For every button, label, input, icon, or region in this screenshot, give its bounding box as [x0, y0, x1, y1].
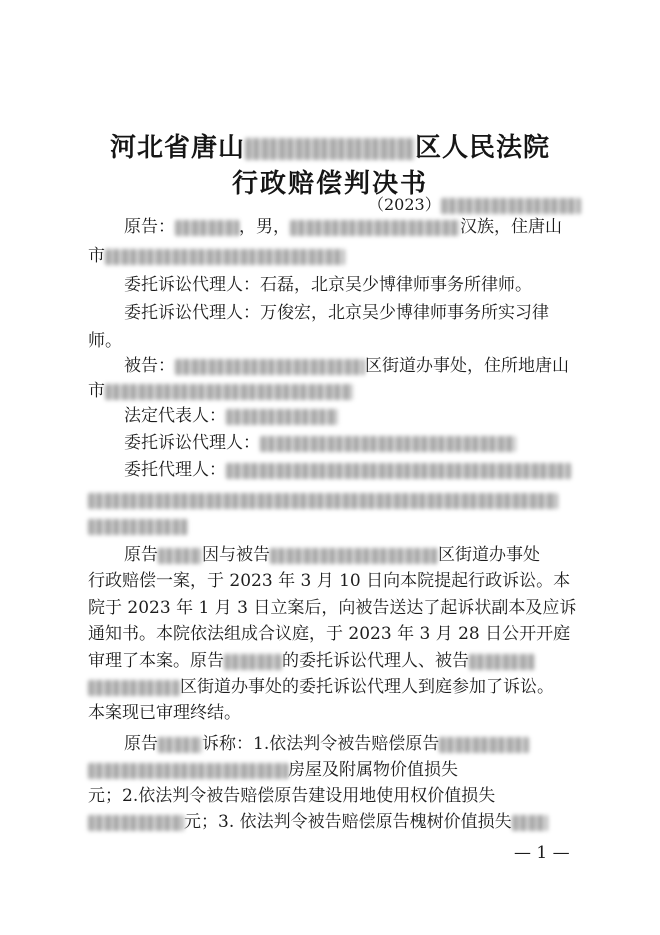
p8-b: 因与被告: [202, 545, 270, 565]
court-title-suffix: 区人民法院: [415, 133, 551, 163]
defendant-address-city: 市: [88, 381, 105, 401]
p9-a: 原告: [124, 734, 158, 754]
redacted-plaintiff-address: [105, 249, 345, 265]
p9-b: 诉称：1.依法判令被告赔偿原告: [202, 734, 440, 754]
defendant-name-suffix: 区街道办事处，住所地唐山: [365, 356, 569, 376]
p8-i: 区街道办事处的委托诉讼代理人到庭参加了诉讼。: [180, 677, 554, 697]
redacted-plaintiff: [158, 737, 202, 753]
agent-line-2: 委托诉讼代理人：万俊宏，北京吴少博律师事务所实习律: [124, 303, 549, 323]
agent-3-label: 委托代理人：: [124, 460, 226, 480]
p9-e: 元；3. 依法判令被告赔偿原告槐树价值损失: [184, 812, 512, 832]
redacted-location: [88, 763, 288, 779]
claims-line-3: 元；2.依法判令被告赔偿原告建设用地使用权价值损失: [88, 786, 496, 806]
case-summary-line-2: 行政赔偿一案，于 2023 年 3 月 10 日向本院提起行政诉讼。本: [88, 571, 571, 591]
claims-line-1: [124, 733, 583, 755]
redacted-amount: [88, 815, 184, 831]
redacted-defendant: [270, 548, 438, 564]
redacted-block-1: [88, 490, 558, 509]
defendant-line: [124, 355, 583, 377]
case-number-year: （2023）: [368, 195, 441, 214]
p8-g: 审理了本案。原告: [88, 651, 224, 671]
case-summary-line-6: [88, 676, 583, 698]
plaintiff-gender: ，男，: [239, 217, 290, 237]
case-summary-line-4: 通知书。本院依法组成合议庭，于 2023 年 3 月 28 日公开开庭: [88, 624, 571, 644]
redacted-legal-rep: [226, 409, 338, 425]
legal-rep-line: [124, 405, 583, 427]
plaintiff-line: [124, 216, 583, 238]
plaintiff-address-line: [88, 245, 583, 267]
p8-c: 区街道办事处: [438, 545, 540, 565]
case-summary-line-3: 院于 2023 年 1 月 3 日立案后，向被告送达了起诉状副本及应诉: [88, 598, 577, 618]
redacted-block-2: [88, 516, 188, 535]
defendant-agent-label: 委托诉讼代理人：: [124, 433, 260, 453]
redacted-birthdate: [290, 220, 460, 236]
agent-line-3: [124, 459, 583, 481]
defendant-label: 被告：: [124, 356, 175, 376]
plaintiff-label: 原告：: [124, 217, 175, 237]
court-title: [0, 127, 660, 164]
redacted-plaintiff: [158, 548, 202, 564]
redacted-amount: [512, 815, 548, 831]
page-number: — 1 —: [514, 843, 570, 863]
defendant-agent-line: [124, 432, 583, 454]
p8-h: 的委托诉讼代理人、被告: [282, 651, 469, 671]
redacted-district: [245, 138, 415, 160]
p9-c: 房屋及附属物价值损失: [288, 760, 458, 780]
claims-line-2: [88, 759, 583, 781]
redacted-agent-3: [226, 463, 571, 479]
redacted-plaintiff: [224, 654, 282, 670]
redacted-text: [88, 519, 188, 535]
redacted-defendant-name: [175, 359, 365, 375]
court-title-prefix: 河北省唐山: [109, 133, 245, 163]
claims-line-4: [88, 811, 583, 833]
defendant-address-line: [88, 380, 583, 402]
redacted-defendant: [88, 680, 180, 696]
redacted-text: [88, 493, 558, 509]
case-summary-line-1: [124, 544, 583, 566]
agent-line-1: 委托诉讼代理人：石磊，北京吴少博律师事务所律师。: [124, 275, 532, 295]
case-summary-line-7: 本案现已审理终结。: [88, 703, 241, 723]
case-number: [368, 192, 581, 215]
redacted-defendant-address: [105, 384, 353, 400]
case-summary-line-5: [88, 650, 583, 672]
document-title: 行政赔偿判决书: [231, 169, 428, 199]
redacted-plaintiff: [439, 737, 529, 753]
redacted-defendant-agent: [260, 436, 516, 452]
redacted-plaintiff-name: [175, 220, 239, 236]
p8-a: 原告: [124, 545, 158, 565]
plaintiff-ethnicity: 汉族，住唐山: [460, 217, 562, 237]
redacted-defendant: [469, 654, 535, 670]
legal-rep-label: 法定代表人：: [124, 406, 226, 426]
redacted-case-number: [441, 198, 581, 214]
address-city: 市: [88, 246, 105, 266]
agent-line-2-cont: 师。: [88, 331, 122, 351]
